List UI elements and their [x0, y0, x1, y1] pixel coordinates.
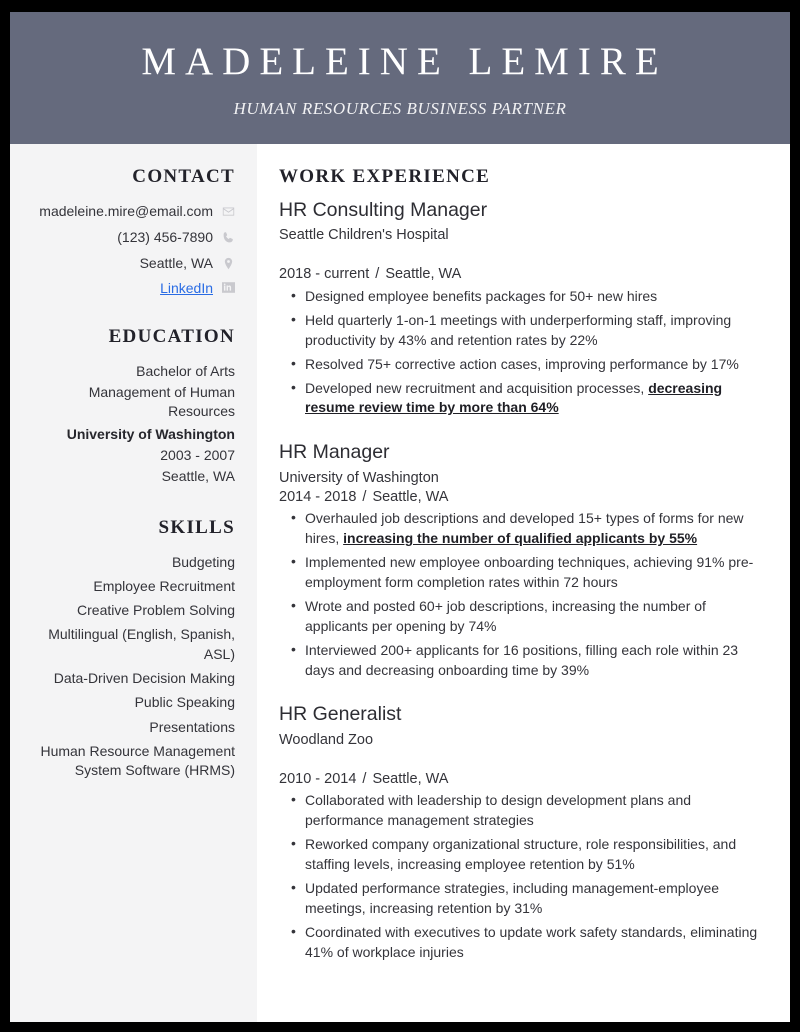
job-entry: [279, 440, 768, 680]
job-bullet: [305, 509, 768, 549]
skill-item: Employee Recruitment: [93, 577, 235, 594]
candidate-job-title: HUMAN RESOURCES BUSINESS PARTNER: [233, 99, 567, 119]
main-column: [257, 144, 790, 1022]
education-school: University of Washington: [66, 425, 235, 442]
job-company: Seattle Children's Hospital: [279, 227, 449, 244]
bullet-text: Reworked company organizational structure, role responsibilities, and staffing levels, increasing employee retention by 51%: [305, 836, 737, 873]
contact-item-linkedin[interactable]: [22, 280, 235, 296]
job-bullet: [305, 835, 768, 875]
skills-section: [22, 517, 235, 781]
bullet-text: Implemented new employee onboarding techniques, achieving 91% pre-employment form completion rates within 72 hours: [305, 554, 754, 590]
education-heading: EDUCATION: [108, 325, 235, 347]
location-text: Seattle, WA: [139, 254, 213, 271]
skill-item: Budgeting: [171, 553, 235, 570]
job-dates: 2010 - 2014: [279, 770, 357, 787]
email-text: madeleine.mire@email.com: [39, 203, 213, 219]
skill-item: Multilingual (English, Spanish, ASL): [48, 626, 235, 662]
skill-item: Human Resource Management System Software (HRMS): [40, 743, 235, 779]
contact-item-location: [22, 254, 235, 273]
education-section: [22, 326, 235, 487]
job-title: HR Manager: [279, 441, 390, 464]
job-entry: [279, 702, 768, 962]
job-bullet: [305, 641, 768, 681]
job-bullet-list: [279, 509, 768, 680]
job-bullet: [305, 791, 768, 831]
job-bullet: [305, 311, 768, 351]
job-company: Woodland Zoo: [279, 731, 374, 748]
job-bullet: [305, 553, 768, 593]
bullet-text: Interviewed 200+ applicants for 16 positions, filling each role within 23 days and decreasing onboarding time by 39%: [305, 641, 739, 678]
job-bullet-list: [279, 791, 768, 962]
education-location: Seattle, WA: [161, 468, 235, 485]
job-bullet: [305, 287, 768, 307]
bullet-text: Wrote and posted 60+ job descriptions, increasing the number of applicants per opening by 74%: [305, 597, 706, 634]
skill-item: Creative Problem Solving: [77, 602, 235, 619]
job-bullet: [305, 379, 768, 419]
job-bullet: [305, 879, 768, 919]
education-field: Management of Human Resources: [88, 383, 235, 420]
job-location: Seattle, WA: [372, 770, 449, 787]
job-dates-location: [279, 488, 768, 507]
phone-icon: [222, 231, 235, 244]
linkedin-icon[interactable]: [222, 281, 235, 294]
job-dates-location: [279, 265, 768, 284]
contact-section: [22, 166, 235, 296]
job-location: Seattle, WA: [372, 488, 449, 505]
bullet-text: Collaborated with leadership to design development plans and performance management strategies: [305, 792, 692, 829]
skill-item: Presentations: [149, 718, 235, 735]
job-company: University of Washington: [279, 469, 439, 486]
bullet-text: Resolved 75+ corrective action cases, improving performance by 17%: [305, 355, 739, 372]
skills-heading: SKILLS: [158, 516, 235, 538]
skill-item: Data-Driven Decision Making: [53, 670, 235, 687]
job-dates-location: [279, 770, 768, 789]
job-meta-separator: /: [375, 266, 380, 283]
job-bullet: [305, 597, 768, 637]
skill-item: Public Speaking: [134, 694, 235, 711]
work-experience-list: [279, 198, 768, 962]
skills-list: [22, 553, 235, 781]
job-dates: 2014 - 2018: [279, 488, 357, 505]
job-location: Seattle, WA: [385, 266, 462, 283]
bullet-text: Overhauled job descriptions and developed 15+ types of forms for new hires,: [305, 510, 744, 547]
contact-heading: CONTACT: [132, 166, 235, 187]
job-bullet: [305, 923, 768, 963]
contact-item-phone: [22, 228, 235, 247]
envelope-icon: [222, 205, 235, 218]
map-pin-icon: [222, 257, 235, 270]
linkedin-link[interactable]: LinkedIn: [160, 279, 213, 296]
resume-header: [10, 12, 790, 144]
bullet-text: Designed employee benefits packages for 50+ new hires: [305, 288, 658, 305]
phone-text: (123) 456-7890: [117, 228, 213, 245]
job-dates: 2018 - current: [279, 266, 370, 283]
job-meta-separator: /: [362, 770, 367, 787]
sidebar: [10, 144, 257, 1022]
education-degree: Bachelor of Arts: [136, 362, 235, 379]
contact-item-email: [22, 202, 235, 221]
resume-page: [10, 12, 790, 1022]
bullet-highlight: decreasing resume review time by more than 64%: [305, 379, 723, 416]
work-experience-heading: WORK EXPERIENCE: [279, 166, 491, 187]
job-title: HR Consulting Manager: [279, 199, 488, 221]
job-bullet: [305, 355, 768, 375]
job-title: HR Generalist: [279, 703, 402, 726]
education-years: 2003 - 2007: [160, 446, 235, 463]
job-bullet-list: [279, 287, 768, 418]
bullet-text: Held quarterly 1-on-1 meetings with underperforming staff, improving productivity by 43% and retention rates by 22%: [305, 311, 732, 348]
bullet-text: Developed new recruitment and acquisition processes,: [305, 379, 649, 396]
bullet-highlight: increasing the number of qualified applicants by 55%: [343, 530, 698, 547]
resume-body: [10, 144, 790, 1022]
job-meta-separator: /: [362, 488, 367, 505]
job-entry: [279, 198, 768, 418]
bullet-text: Coordinated with executives to update work safety standards, eliminating 41% of workplace injuries: [305, 923, 758, 960]
bullet-text: Updated performance strategies, including management-employee meetings, increasing retention by 31%: [305, 879, 720, 916]
candidate-name: MADELEINE LEMIRE: [141, 39, 668, 83]
